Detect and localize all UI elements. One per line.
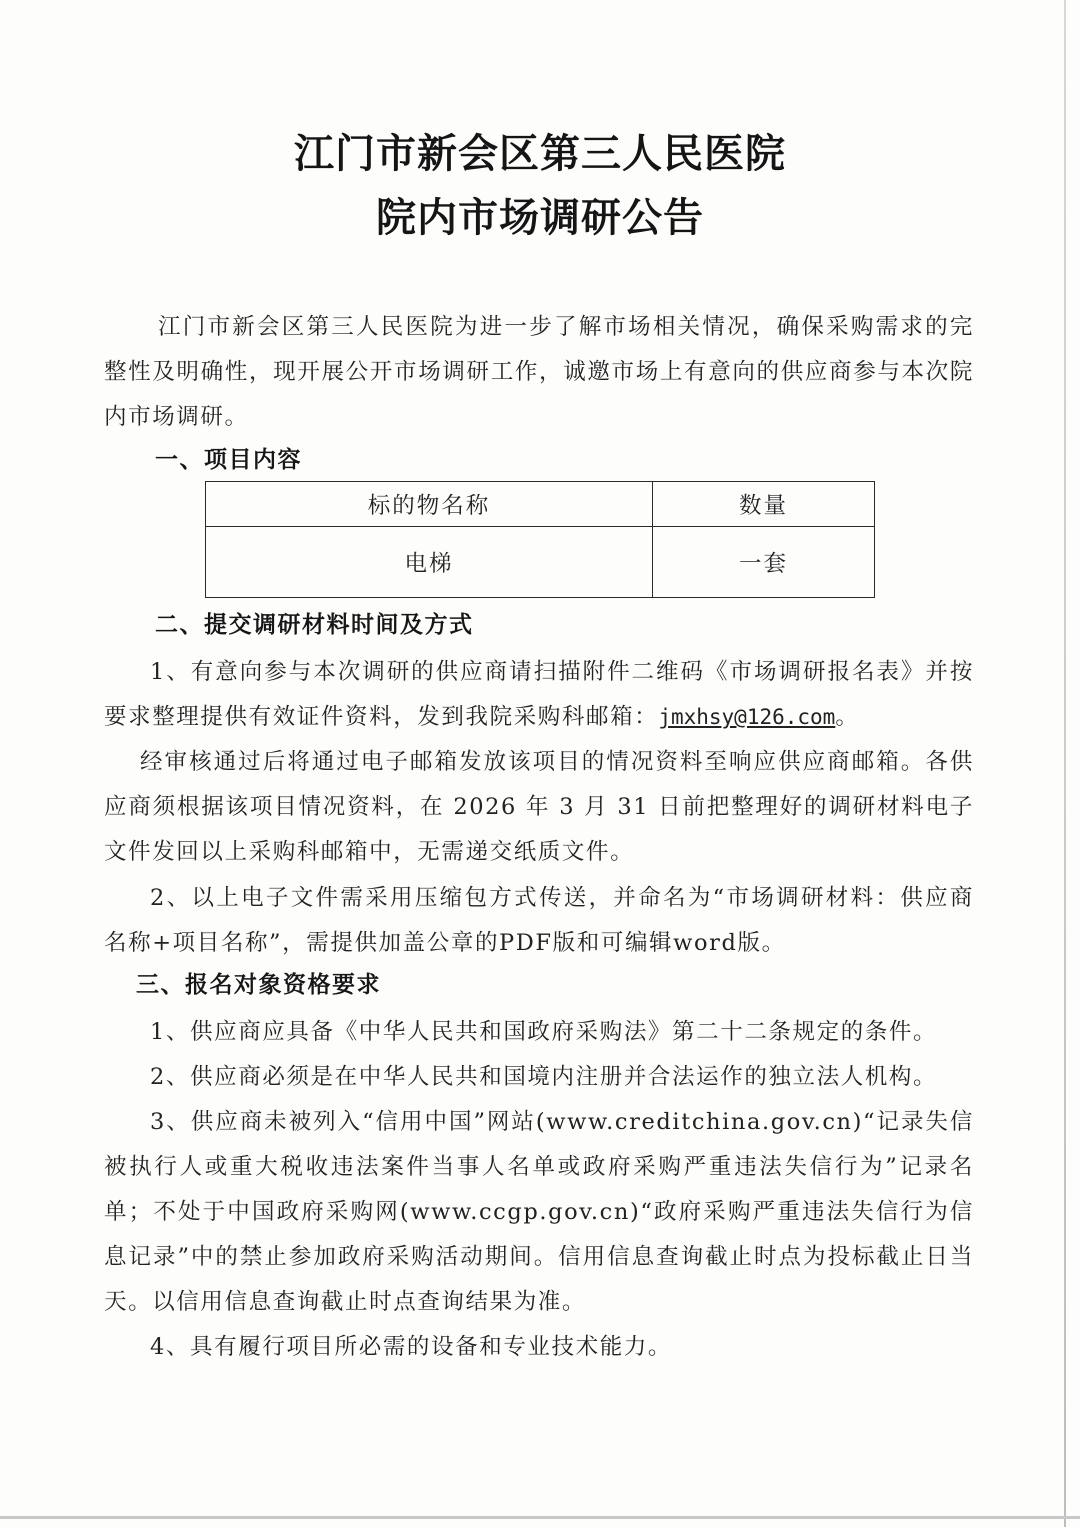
section1-heading: 一、项目内容 bbox=[155, 447, 302, 473]
table-header-cell: 标的物名称 bbox=[206, 482, 653, 527]
table-cell: 一套 bbox=[653, 527, 875, 598]
document-title-line2: 院内市场调研公告 bbox=[376, 194, 704, 241]
project-items-table bbox=[205, 481, 875, 598]
table-header-cell: 数量 bbox=[653, 482, 875, 527]
table-cell: 电梯 bbox=[206, 527, 653, 598]
section2-item1 bbox=[104, 650, 974, 740]
page-edge-bottom bbox=[0, 1516, 1080, 1519]
section2-item1-continuation: 经审核通过后将通过电子邮箱发放该项目的情况资料至响应供应商邮箱。各供应商须根据该项目情况资料，在 2026 年 3 月 31 日前把整理好的调研材料电子文件发回以上采购科邮箱中，无需递交纸质文件。 bbox=[104, 749, 974, 865]
table-header-row bbox=[206, 482, 875, 527]
document-title-line1: 江门市新会区第三人民医院 bbox=[294, 130, 786, 177]
section3-item3: 3、供应商未被列入“信用中国”网站(www.creditchina.gov.cn)“记录失信被执行人或重大税收违法案件当事人名单或政府采购严重违法失信行为”记录名单；不处于中国政府采购网(www.ccgp.gov.cn)“政府采购严重违法失信行为信息记录”中的禁止参加政府采购活动期间。信用信息查询截止时点为投标截止日当天。以信用信息查询截止时点查询结果为准。 bbox=[104, 1109, 974, 1315]
section2-item1-end: 。 bbox=[835, 704, 860, 730]
section3-item4: 4、具有履行项目所必需的设备和专业技术能力。 bbox=[150, 1334, 673, 1360]
table-row bbox=[206, 527, 875, 598]
section2-heading: 二、提交调研材料时间及方式 bbox=[155, 612, 474, 638]
email-link[interactable]: jmxhsy@126.com bbox=[658, 705, 836, 729]
section3-heading: 三、报名对象资格要求 bbox=[136, 972, 381, 998]
section3-item2: 2、供应商必须是在中华人民共和国境内注册并合法运作的独立法人机构。 bbox=[150, 1064, 938, 1090]
intro-paragraph: 江门市新会区第三人民医院为进一步了解市场相关情况，确保采购需求的完整性及明确性，现开展公开市场调研工作，诚邀市场上有意向的供应商参与本次院内市场调研。 bbox=[104, 314, 974, 430]
section2-item1-text: 1、有意向参与本次调研的供应商请扫描附件二维码《市场调研报名表》并按要求整理提供有效证件资料，发到我院采购科邮箱： bbox=[104, 659, 974, 730]
section2-item2: 2、以上电子文件需采用压缩包方式传送，并命名为“市场调研材料：供应商名称+项目名称”，需提供加盖公章的PDF版和可编辑word版。 bbox=[104, 885, 974, 956]
section3-item1: 1、供应商应具备《中华人民共和国政府采购法》第二十二条规定的条件。 bbox=[150, 1019, 938, 1045]
